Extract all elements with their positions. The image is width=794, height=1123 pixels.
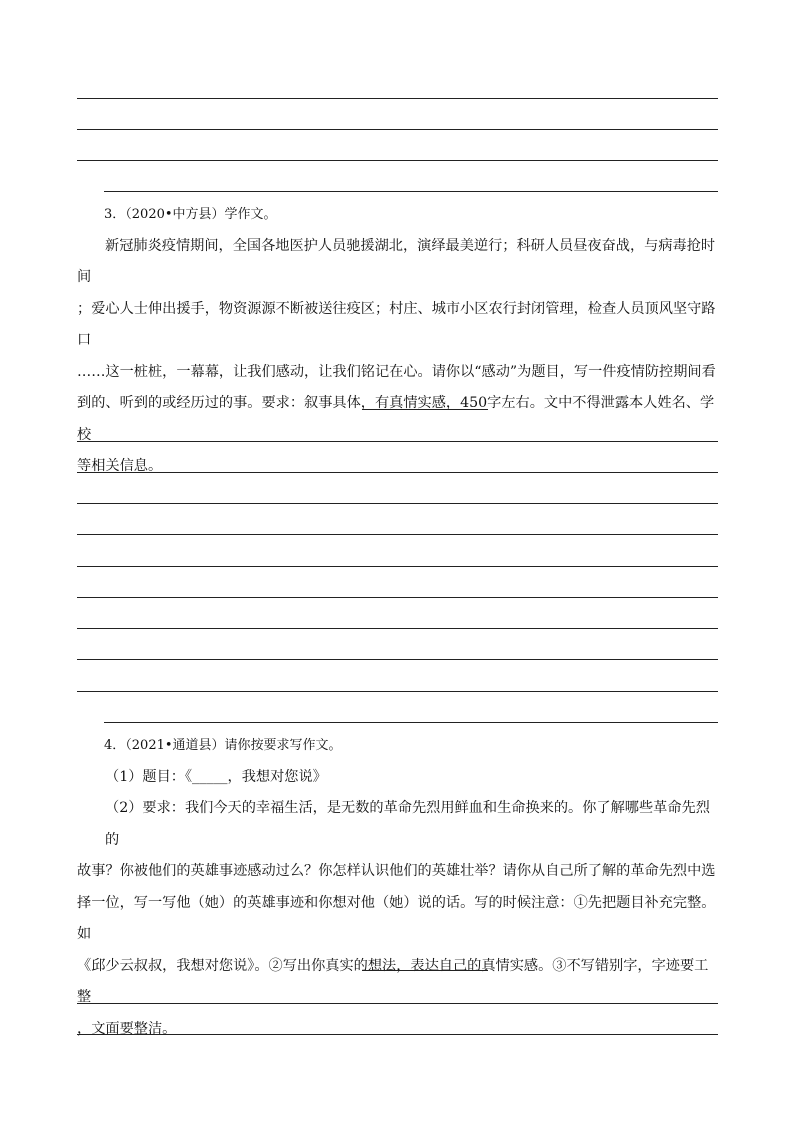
writing-line bbox=[77, 98, 718, 99]
writing-line bbox=[77, 659, 718, 660]
text-line: （2）要求：我们今天的幸福生活，是无数的革命先烈用鲜血和生命换来的。你了解哪些革命先烈的 bbox=[105, 800, 710, 848]
title-blank-line bbox=[362, 409, 488, 410]
writing-line bbox=[77, 597, 718, 598]
writing-line bbox=[77, 129, 718, 130]
text-line: 《邱少云叔叔，我想对您说》。②写出你真实的想法，表达自己的真情实感。③不写错别字，字迹要工整 bbox=[77, 957, 709, 1005]
question-3-header: 3．（2020•中方县）学作文。 bbox=[104, 207, 277, 222]
title-blank-line bbox=[362, 970, 488, 971]
writing-line bbox=[77, 503, 718, 504]
writing-line bbox=[104, 722, 718, 723]
text-line: ；爱心人士伸出援手，物资源源不断被送往疫区；村庄、城市小区农行封闭管理，检查人员顶风坚守路口 bbox=[77, 300, 716, 348]
writing-line bbox=[77, 566, 718, 567]
text-line: ……这一桩桩，一幕幕，让我们感动，让我们铭记在心。请你以“感动”为题目，写一件疫情防控期间看 bbox=[77, 363, 716, 380]
question-4-header: 4．（2021•通道县）请你按要求写作文。 bbox=[104, 738, 342, 753]
question-4-title-prompt: （1）题目：《_____，我想对您说》 bbox=[105, 768, 327, 785]
writing-line bbox=[77, 628, 718, 629]
writing-line bbox=[77, 441, 718, 442]
writing-line bbox=[77, 1034, 718, 1035]
writing-line bbox=[77, 160, 718, 161]
text-line: 新冠肺炎疫情期间，全国各地医护人员驰援湖北，演绎最美逆行；科研人员昼夜奋战，与病毒抢时间 bbox=[77, 237, 716, 285]
text-line: 到的、听到的或经历过的事。要求：叙事具体，有真情实感，450字左右。文中不得泄露本人姓名、学校 bbox=[77, 395, 715, 443]
text-line: ，文面要整洁。 bbox=[77, 1020, 177, 1037]
text-line: 等相关信息。 bbox=[77, 458, 163, 474]
question-3-text bbox=[77, 231, 718, 294]
text-line: 择一位，写一写他（她）的英雄事迹和你想对他（她）说的话。写的时候注意：①先把题目补充完整。如 bbox=[77, 894, 716, 942]
question-3 bbox=[77, 199, 718, 483]
text-line: 故事？你被他们的英雄事迹感动过么？你怎样认识他们的英雄壮举？请你从自己所了解的革命先烈中选 bbox=[77, 863, 716, 879]
writing-line bbox=[104, 191, 718, 192]
writing-line bbox=[77, 1003, 718, 1004]
writing-line bbox=[77, 691, 718, 692]
writing-line bbox=[77, 472, 718, 473]
question-4 bbox=[77, 730, 718, 1045]
writing-line bbox=[77, 534, 718, 535]
